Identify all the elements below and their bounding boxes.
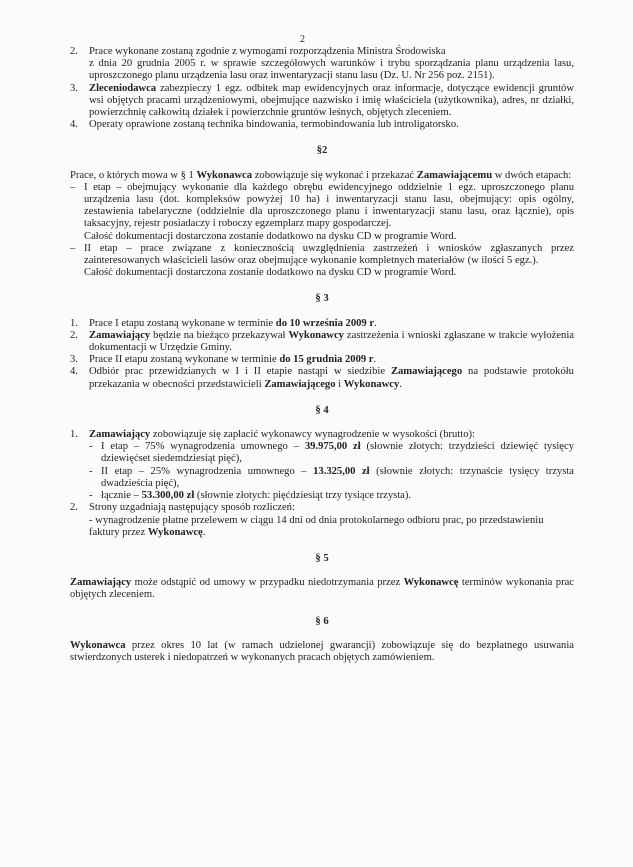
intro-item-3: 3. Zleceniodawca zabezpieczy 1 egz. odbitek map ewidencyjnych oraz informacje, dotyczące ewidencji gruntów wsi objętych pracami urządzeniowymi, obejmujące nazwisko i imię właściciela (użytkownika), adres, nr działki, powierzchnię całkowitą działek i powierzchnie gruntów leśnych, objętych zleceniem. (70, 82, 574, 119)
section-6-heading: § 6 (315, 615, 329, 627)
section-4-item-1: 1. Zamawiający zobowiązuje się zapłacić wykonawcy wynagrodzenie w wysokości (brutto): (70, 429, 475, 441)
section-3-item-2: 2. Zamawiający będzie na bieżąco przekazywał Wykonawcy zastrzeżenia i wnioski zgłaszane w trakcie wyłożenia dokumentacji w Urzędzie Gminy. (70, 329, 574, 354)
stage-2-item: – II etap – prace związane z koniecznością uwzględnienia zastrzeżeń i wniosków zgłaszanych przez zainteresowanych właścicieli lasów oraz obejmujące wykonanie kompletnych materiałów (w ilości 5 egz.). (70, 242, 574, 267)
intro-item-2-continued: z dnia 20 grudnia 2005 r. w sprawie szczegółowych warunków i trybu sporządzania planu urządzenia lasu, uproszczonego planu urządzenia lasu oraz inwentaryzacji stanu lasu (Dz. U. Nr 256 poz. 2151). (89, 58, 574, 82)
section-6-text: Wykonawca przez okres 10 lat (w ramach udzielonej gwarancji) zobowiązuje się do bezpłatnego usuwania stwierdzonych usterek i niedopatrzeń w wykonanych pracach objętych zamówieniem. (70, 639, 574, 663)
contract-body (70, 46, 574, 664)
intro-item-4: 4. Operaty oprawione zostaną technika bindowania, termobindowania lub introligatorsko. (70, 119, 459, 131)
stage-2-note: Całość dokumentacji dostarczona zostanie dodatkowo na dysku CD w programie Word. (84, 267, 457, 279)
section-5-heading: § 5 (315, 552, 329, 564)
section-5-text: Zamawiający może odstąpić od umowy w przypadku niedotrzymania przez Wykonawcę terminów wykonania prac objętych zleceniem. (70, 577, 574, 601)
settlement-terms: - wynagrodzenie płatne przelewem w ciągu 14 dni od dnia protokolarnego odbioru prac, po przedstawieniu faktury przez Wykonawcę. (89, 514, 544, 538)
page-number: 2 (300, 34, 305, 45)
section-4-heading: § 4 (315, 404, 329, 416)
section-3-heading: § 3 (315, 293, 329, 305)
intro-item-2: 2. Prace wykonane zostaną zgodnie z wymogami rozporządzenia Ministra Środowiska (70, 46, 446, 57)
section-2-heading: §2 (316, 145, 328, 157)
section-3-item-1: 1. Prace I etapu zostaną wykonane w terminie do 10 września 2009 r. (70, 317, 377, 329)
stage-1-note: Całość dokumentacji dostarczona zostanie dodatkowo na dysku CD w programie Word. (84, 230, 457, 242)
stage-1-item: – I etap – obejmujący wykonanie dla każdego obrębu ewidencyjnego oddzielnie 1 egz. uproszczonego planu urządzenia lasu (dot. kompleksów powyżej 10 ha) i inwentaryzacji stanu lasu, obejmujący: opis ogólny, zestawienia tabelaryczne (oddzielnie dla uproszczonego planu i inwentaryzacji stanu lasu, oraz łącznie), opis taksacyjny, rejestr posiadaczy i roboczy egzemplarz mapy gospodarczej. (70, 181, 574, 230)
section-4-item-2: 2. Strony uzgadniają następujący sposób rozliczeń: (70, 502, 295, 514)
section-3-item-3: 3. Prace II etapu zostaną wykonane w terminie do 15 grudnia 2009 r. (70, 354, 377, 366)
payment-stage-1: - I etap – 75% wynagrodzenia umownego – 39.975,00 zł (słownie złotych: trzydzieści dziewięć tysięcy dziewięćset siedemdziesiąt pięć), (89, 441, 575, 465)
section-2-intro: Prace, o których mowa w § 1 Wykonawca zobowiązuje się wykonać i przekazać Zamawiającemu w dwóch etapach: (70, 169, 572, 181)
payment-total: - łącznie – 53.300,00 zł (słownie złotych: pięćdziesiąt trzy tysiące trzysta). (89, 490, 412, 502)
payment-stage-2: - II etap – 25% wynagrodzenia umownego – 13.325,00 zł (słownie złotych: trzynaście tysięcy trzysta dwadzieścia pięć), (89, 465, 574, 489)
section-3-item-4: 4. Odbiór prac przewidzianych w I i II etapie nastąpi w siedzibie Zamawiającego na podstawie protokółu przekazania w obecności przedstawicieli Zamawiającego i Wykonawcy. (70, 366, 574, 390)
